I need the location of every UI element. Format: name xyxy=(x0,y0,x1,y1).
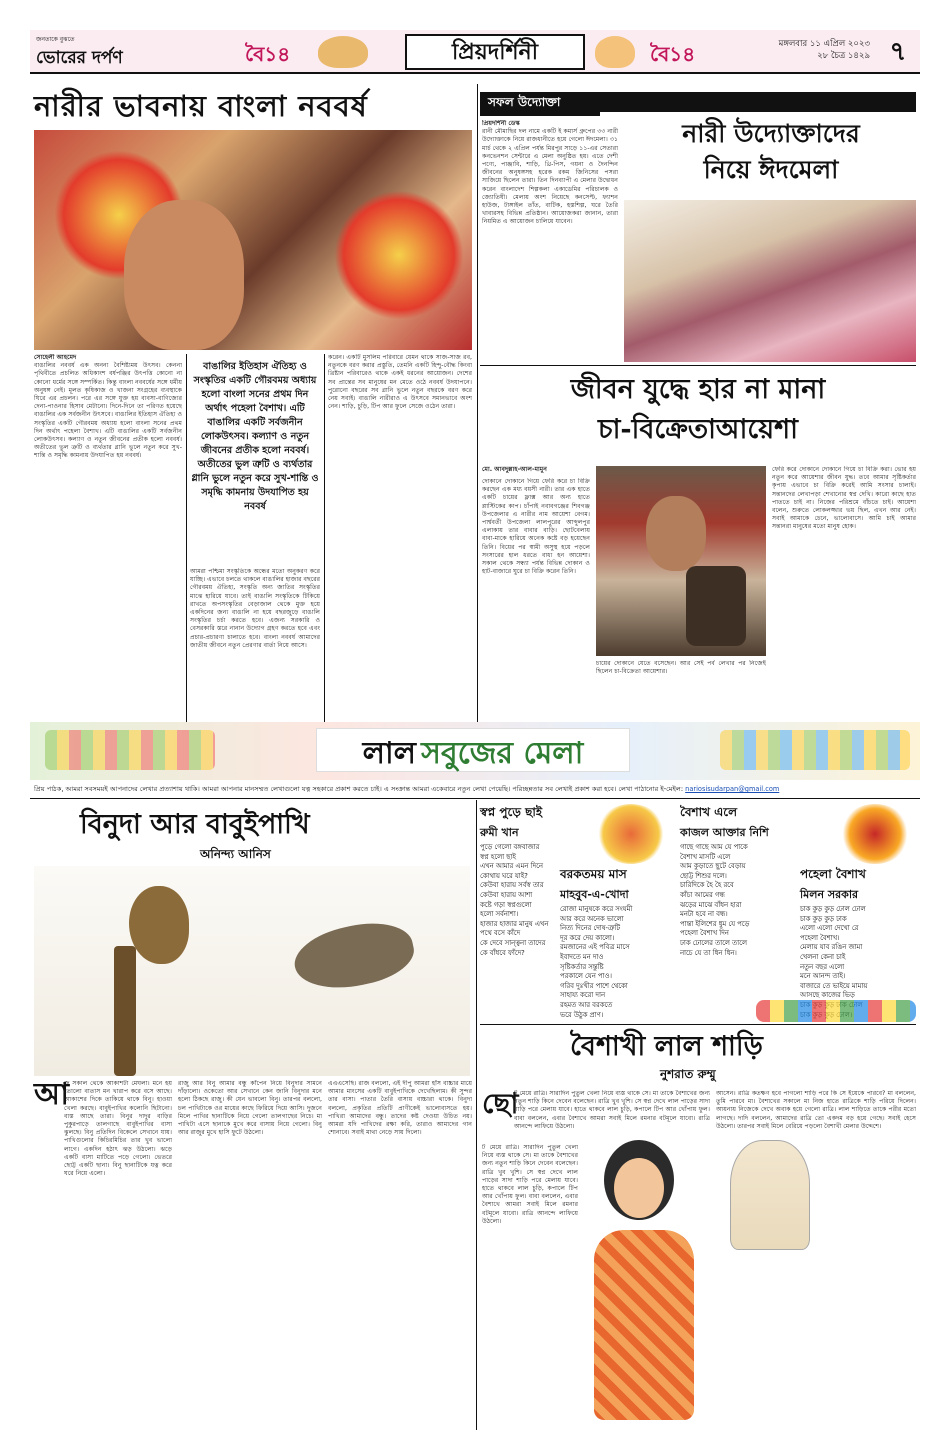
poem-2-poet: মাহবুব-এ-খোদা xyxy=(560,888,629,901)
poem-1-poet: রুমী খান xyxy=(480,826,519,839)
poem-line: বাজারে তে ভাইয়ে মামায় xyxy=(800,981,868,990)
mela-title-box[interactable] xyxy=(316,728,630,772)
poem-line: চারিদিকে হৈ হৈ রবে xyxy=(680,881,734,890)
brand-name: ভোরের দর্পণ xyxy=(36,48,123,68)
poem-1-title: স্বপ্ন পুড়ে ছাই xyxy=(480,805,543,819)
weaver-bird-icon xyxy=(129,886,189,964)
poem-2-title: বরকতময় মাস xyxy=(560,867,627,881)
poem-line: কোথায় ঘরে যাই? xyxy=(480,871,528,880)
poem-line: এলো এলো দেখো রে xyxy=(800,924,859,933)
poem-line: নতুন বছর এলো xyxy=(800,962,845,971)
lead-byline: সোহেলী আহমেদ xyxy=(34,354,77,361)
poem-line: নিত্য দিনের দোষ-ত্রুটি xyxy=(560,924,621,933)
fair-box-label: সফল উদ্যোক্তা xyxy=(480,92,600,116)
poem-line: গরিব দুঃখীর পাশে থেকো xyxy=(560,981,628,990)
poem-line: কেউবা হারায় সর্বস্ব তার xyxy=(480,881,544,890)
children-illustration-right xyxy=(720,730,910,770)
poem-line: পথে বসে কাঁদে xyxy=(480,929,521,938)
poem-line: ঢাক ঢোলের তালে তালে xyxy=(680,938,747,947)
poem-line: পান্তা ইলিশের ধুম যে পড়ে xyxy=(680,919,750,928)
poem-line: সৃষ্টিকর্তার সন্তুষ্টি xyxy=(560,962,604,971)
story-title[interactable]: বিনুদা আর বাবুইপাখি xyxy=(80,809,310,840)
column-rule xyxy=(324,354,325,764)
section-divider xyxy=(477,84,478,768)
clay-pot-icon xyxy=(596,804,666,864)
branch-icon xyxy=(114,946,136,1076)
saree-illustration xyxy=(584,1140,714,1428)
saree-title[interactable]: বৈশাখী লাল শাড়ি xyxy=(570,1031,763,1062)
fair-headline-line2: নিয়ে ঈদমেলা xyxy=(703,155,839,184)
mela-title-green: সবুজের মেলা xyxy=(421,736,584,771)
mela-notice-text: প্রিয় পাঠক, আমরা সবসময়ই আপনাদের লেখার প্রত্যাশায় থাকি। আমরা আপনার মানসম্মত লেখাগুলো যত্ন সহকারে প্রকাশ করতে চাই। এ সংক্রান্ত আমরা একেবারে নতুন লেখা পেয়েছি। পরিচ্ছন্নতার সব লেখাই প্রকাশ করা হবে। লেখা পাঠানোর ই-মেইল: xyxy=(34,785,684,793)
poem-line: খেলনা কেনা চাই xyxy=(800,952,846,961)
poem-line: বৈশাখ মাসটি এলে xyxy=(680,852,731,861)
poem-4-poet: মিলন সরকার xyxy=(800,888,859,901)
poem-line: রোজা মানুষকে করে সংযমী xyxy=(560,905,633,913)
poem-3 xyxy=(680,804,800,958)
poem-line: ইবাদতে মন দাও xyxy=(560,952,604,961)
saree-body-col1: ট মেয়ে রাত্রি। সারাদিন পুতুল খেলা নিয়ে ব্যস্ত থাকে সে। মা তাকে বৈশাখের জন্য নতুন শাড়ি কিনে দেবেন বলেছেন। রাত্রি খুব খুশি। সে স্বপ্ন দেখে লাল পাড়ের সাদা শাড়ি পরে মেলায় যাবে। হাতে থাকবে লাল চুড়ি, কপালে টিপ আর খোঁপায় ফুল। বাবা বললেন, এবার বৈশাখে আমরা সবাই মিলে রমনার বটমূলে যাবো। রাত্রি আনন্দে লাফিয়ে উঠলো। xyxy=(482,1144,578,1225)
header-decor-right: বৈ১৪ xyxy=(650,42,696,66)
section-divider xyxy=(480,365,916,366)
tea-flask-icon xyxy=(686,566,746,646)
section-divider xyxy=(30,798,920,799)
tea-byline: মো. আবদুল্লাহ-আল-মামুন xyxy=(482,466,547,473)
masthead-brand[interactable] xyxy=(36,34,123,73)
saree-dropcap: ছো xyxy=(482,1087,519,1120)
poem-line: আর করে অনেক ভালো xyxy=(560,914,624,923)
poem-line: আসছে কাজের ভিড় xyxy=(800,991,855,1000)
fair-headline[interactable] xyxy=(626,116,916,196)
tea-headline[interactable] xyxy=(480,370,916,450)
poem-line: গাছে গাছে আম যে পাকে xyxy=(680,843,748,851)
poem-4-title: পহেলা বৈশাখ xyxy=(800,867,866,881)
red-saree-dress xyxy=(594,1230,694,1420)
poem-line: মনে আনন্দ তাই। xyxy=(800,972,846,981)
tea-body-text: দোকানে দোকানে গিয়ে ফেরি করে চা বিক্রি করছেন এক মধ্য বয়সী নারী। তার এক হাতে একটি চায়ের ফ্লাক্স আর অন্য হাতে প্লাস্টিকের কাপ। চাঁপাই নবাবগঞ্জের শিবগঞ্জ উপজেলার এ নারীর নাম আয়েশা বেগম। পার্শ্ববর্তী উপজেলা লালপুরের আব্দুলপুর এলাকায় তার বাবার বাড়ি। ছোটবেলায় বাবা-মাকে হারিয়ে অনেক কষ্টে বড় হয়েছেন তিনি। বিয়ের পর স্বামী অসুস্থ হয়ে পড়লে সংসারের হাল ধরতে বাধ্য হন আয়েশা। সকাল থেকে সন্ধ্যা পর্যন্ত বিভিন্ন দোকান ও হাট-বাজারে ঘুরে চা বিক্রি করেন তিনি। xyxy=(482,478,590,576)
poem-line: পহেলা বৈশাখ দিন xyxy=(680,929,729,938)
mela-notice xyxy=(34,784,914,796)
tea-headline-line1: জীবন যুদ্ধে হার না মানা xyxy=(570,374,826,405)
poem-line: পরকালে যেন পাও। xyxy=(560,972,612,981)
poem-line: এখন আমার এমন দিনে xyxy=(480,862,543,871)
story-body-col3: এএএসেছি। রাজ বললো, এই দীপু আমরা হাঁস বাচ্চার মায়ে আমার মাংসের একটি বাবুইপাখিকে দেখেছিলাম। কী সুন্দর তার বাসা। পাতার তৈরি বাসায় বাচ্চারা থাকে। বিনুদা বললো, প্রকৃতির প্রতিটি প্রাণীকেই ভালোবাসতে হয়। পাখিরা আমাদের বন্ধু। তাদের কষ্ট দেওয়া উচিত নয়। আমরা যদি পাখিদের রক্ষা করি, তারাও আমাদের গান শোনাবে। সবাই মাথা নেড়ে সায় দিলো। xyxy=(328,1080,472,1137)
fair-headline-line1: নারী উদ্যোক্তাদের xyxy=(682,119,860,148)
lead-body-text: বাঙালির নববর্ষ এক অনন্য বৈশিষ্ট্যময় উৎসব। কেননা পৃথিবীতে প্রচলিত অধিকাংশ বর্ষপঞ্জির উৎপত্তি কোনো না কোনো ধর্মের সঙ্গে সম্পর্কিত। কিন্তু বাংলা নববর্ষের সঙ্গে ধর্মীয় অনুষঙ্গ নেই। মূলত কৃষিকাজ ও খাজনা সংগ্রহের ব্যবস্থাকে ঘিরে এর প্রচলন। পরে এর সঙ্গে যুক্ত হয় ব্যবসা-বাণিজ্যের দেনা-পাওনার হিসাব মেটানো। দিনে-দিনে তা পরিণত হয়েছে বাঙালির এক সর্বজনীন উৎসবে। বাঙালির ইতিহাস ঐতিহ্য ও সংস্কৃতির একটি গৌরবময় অধ্যায় হলো বাংলা সনের প্রথম দিন অর্থাৎ পহেলা বৈশাখ। এটি বাঙালির একটি সর্বজনীন লোকউৎসব। কল্যাণ ও নতুন জীবনের প্রতীক হলো নববর্ষ। অতীতের ভুল ত্রুটি ও ব্যর্থতার গ্লানি ভুলে নতুন করে সুখ-শান্তি ও সমৃদ্ধি কামনায় উদযাপিত হয় নববর্ষ। xyxy=(34,362,182,460)
lead-body-col1 xyxy=(34,354,182,766)
poem-line: ঝড়ের মাঝে বাঁধন হারা xyxy=(680,900,742,909)
poem-line: মনটা হবে না বন্ধ। xyxy=(680,910,728,919)
story-body-col2: রাজু আর বিনু আমার বন্ধু কাঁপেন নিয়ে বিনুদার সামনে দাঁড়ালো। ওকেতো আর সেখানে কেন জানি বিনুদার মনে হলো ঠিকছে রাজু। কী যেন ভাবলো বিনু। তারপর বললো, চল পাখিটাকে ওর মায়ের কাছে ফিরিয়ে দিয়ে আসি। দুজনে মিলে পাখির ছানাটিকে নিয়ে গেলো তালগাছের নিচে। মা পাখিটা এসে ছানাকে মুখে করে বাসায় নিয়ে গেলো। বিনু আর রাজুর মুখে হাসি ফুটে উঠলো। xyxy=(178,1080,322,1137)
fair-body-text: রানী মৌমাছির দল নামে একটি ই কমার্স গ্রুপের ৩৩ নারী উদ্যোক্তাকে নিয়ে রাজধানীতে হয়ে গেলো ঈদমেলা। ৩১ মার্চ থেকে ২ এপ্রিল পর্যন্ত মিরপুর সাড়ে ১১-এর সেতারা কনভেনশন সেন্টারে এ মেলা অনুষ্ঠিত হয়। এতে দেশী পণ্যে, পাঞ্জাবি, শাড়ি, থ্রি-পিস, গয়না ও দৈনন্দিন জীবনের অনুষঙ্গসহ হরেক রকম জিনিসের পসরা সাজিয়ে ছিলেন তারা। তিন দিনব্যাপী এ মেলার উদ্বোধন করেন বাংলাদেশ শিল্পকলা একাডেমির পরিচালক ও জ্যোতিষী। মেলায় অংশ নিয়েছে কনসেপ্ট, ফ্যাশন হাউজ, টাঙ্গাইল তাঁত, বাটিক, হস্তশিল্প, ঘরে তৈরি খাবারসহ বিভিন্ন প্রতিষ্ঠান। আয়োজকরা জানান, তারা নিয়মিত এ আয়োজন চালিয়ে যাবেন। xyxy=(482,128,618,226)
story-author: অনিন্দ্য আনিস xyxy=(200,847,271,861)
folk-motif-strip xyxy=(756,1000,916,1022)
poem-line: সাহায্য করো দান xyxy=(560,991,606,1000)
poem-2 xyxy=(560,866,676,1020)
date-gregorian: মঙ্গলবার ১১ এপ্রিল ২০২৩ xyxy=(778,39,870,49)
poem-line: রহমত আর বরকতে xyxy=(560,1000,613,1009)
saree-body-intro: ট মেয়ে রাত্রি। সারাদিন পুতুল খেলা নিয়ে ব্যস্ত থাকে সে। মা তাকে বৈশাখের জন্য নতুন শাড়ি কিনে দেবেন বলেছেন। রাত্রি খুব খুশি। সে স্বপ্ন দেখে লাল পাড়ের সাদা শাড়ি পরে মেলায় যাবে। হাতে থাকবে লাল চুড়ি, কপালে টিপ আর খোঁপায় ফুল। বাবা বললেন, এবার বৈশাখে আমরা সবাই মিলে রমনার বটমূলে যাবো। রাত্রি আনন্দে লাফিয়ে উঠলো। xyxy=(514,1090,710,1130)
poem-line: আম কুড়াতে ছুটে বেড়ায় xyxy=(680,862,746,871)
man-illustration xyxy=(730,1140,810,1250)
poem-line: কেউবা হারায় আশা xyxy=(480,890,533,899)
lead-photo xyxy=(34,130,472,350)
girl-face xyxy=(614,1158,664,1218)
section-divider xyxy=(480,1024,916,1025)
story-dropcap: আ xyxy=(34,1077,69,1112)
lead-headline[interactable]: নারীর ভাবনায় বাংলা নববর্ষ xyxy=(34,89,368,123)
poem-2-body xyxy=(560,905,676,1020)
poem-line: মেলায় যাব রঙিন জামা xyxy=(800,943,863,952)
date-bengali: ২৮ চৈত্র ১৪২৯ xyxy=(817,51,870,61)
woman-face xyxy=(646,496,706,571)
woman-illustration-left xyxy=(318,36,368,68)
mask-icon xyxy=(840,804,910,864)
poem-line: কে দেবে সান্ত্বনা তাদের xyxy=(480,938,546,947)
poem-line: কে বাঁধবে ফাঁদে? xyxy=(480,948,525,957)
flying-sparrow-icon xyxy=(289,914,419,998)
lead-pullquote: বাঙালির ইতিহাস ঐতিহ্য ও সংস্কৃতির একটি গৌরবময় অধ্যায় হলো বাংলা সনের প্রথম দিন অর্থাৎ পহেলা বৈশাখ। এটি বাঙালির একটি সর্বজনীন লোকউৎসব। কল্যাণ ও নতুন জীবনের প্রতীক হলো নববর্ষ। অতীতের ভুল ত্রুটি ও ব্যর্থতার গ্লানি ভুলে নতুন করে সুখ-শান্তি ও সমৃদ্ধি কামনায় উদযাপিত হয় নববর্ষ xyxy=(191,361,319,512)
saree-body-col2: আসেন। রাত্রি কতক্ষণ হবে পাগলো শাড়ি পরে কি সে ইয়েকে পারবে? মা বললেন, তুমি পারবে মা। বৈশাখের সকালে মা নিজ হাতে রাত্রিকে শাড়ি পরিয়ে দিলেন। আয়নায় নিজেকে দেখে অবাক হয়ে গেলো রাত্রি। লাল শাড়িতে তাকে পরীর মতো লাগছে। দাদি বললেন, আমাদের রাত্রি তো একদম বড় হয়ে গেছে। সবাই হেসে উঠলো। তারপর সবাই মিলে বেরিয়ে পড়লো বৈশাখী মেলার উদ্দেশে। xyxy=(716,1090,916,1130)
poem-line: হাজার হাজার মানুষ এখন xyxy=(480,919,549,928)
poem-3-poet: কাজল আক্তার নিশি xyxy=(680,826,769,839)
fair-desk: প্রিয়দর্শিনী ডেস্ক xyxy=(482,120,520,127)
mela-email-link[interactable]: nariosisudarpan@gmail.com xyxy=(685,785,780,793)
poem-line: চাক কুড় কুড় ঢাক xyxy=(800,914,847,923)
mela-title-black: লাল xyxy=(362,736,417,771)
girl-face xyxy=(124,200,244,350)
poem-line: নাচে যে তা ধিন ধিন। xyxy=(680,948,737,957)
tea-body-col3: ফেরি করে দোকানে দোকানে গিয়ে চা বিক্রি করা। ভোর হয় নতুন করে আয়েশার জীবন যুদ্ধ। তবে আমার সৃষ্টিকর্তার কৃপায় এভাবে চা বিক্রি করেই আমি সংসার চালাই। সন্তানদের লেখাপড়া শেখানোর স্বপ্ন দেখি। কারো কাছে হাত পাততে চাই না। নিজের পরিশ্রমে বাঁচতে চাই। আয়েশা বলেন, শুরুতে লোকলজ্জার ভয় ছিল, এখন আর নেই। সবাই আমাকে চেনে, ভালোবাসে। আমি চাই আমার সন্তানরা মানুষের মতো মানুষ হোক। xyxy=(772,466,916,531)
poem-line: পুড়ে গেলো বঙ্গবাজার xyxy=(480,843,540,851)
section-divider xyxy=(476,800,477,1430)
poem-line: স্বপ্ন হলো ছাই xyxy=(480,852,516,861)
woman-illustration-right xyxy=(595,36,635,68)
poem-line: কাঁচা আমের গন্ধ xyxy=(680,890,725,899)
poem-line: ভরে উঠুক প্রাণ। xyxy=(560,1010,604,1019)
flower-ornament-icon xyxy=(334,190,464,320)
section-title: প্রিয়দর্শিনী xyxy=(405,34,585,70)
poem-line: ছোট্ট শিশুর দলে। xyxy=(680,871,727,880)
tea-headline-line2: চা-বিক্রেতাআয়েশা xyxy=(598,414,798,445)
story-illustration xyxy=(34,866,470,1076)
saree-author: নুশরাত রুম্মু xyxy=(660,1067,716,1081)
story-body-col1: জ সকাল থেকে আকাশটা মেঘলা। মনে হয় তোলো বাতাস মন খারাপ করে বসে আছে। আকাশের দিকে তাকিয়ে থাকে বিনু। হাওয়া খেলা করছে। বাবুইপাখির কলোনি ছিটানো। ব্যস্ত আছে তারা। বিনুর দাদুর বাড়ির পুকুরপাড়ে তালগাছে বাবুইপাখির বাসা ঝুলছে। বিনু প্রতিদিন বিকেলে সেখানে যায়। পাখিগুলোর কিচিরমিচির তার খুব ভালো লাগে। একদিন হঠাৎ ঝড় উঠলো। ঝড়ে একটি বাসা মাটিতে পড়ে গেলো। ভেতরে ছোট্ট একটি ছানা। বিনু ছানাটিকে যত্ন করে ঘরে নিয়ে এলো। xyxy=(64,1080,172,1178)
poem-line: হলো সর্বনাশা। xyxy=(480,910,519,919)
fair-box-bar xyxy=(600,92,916,112)
header-decor-left: বৈ১৪ xyxy=(245,42,291,66)
poem-line: দূর করে দেয় কালো। xyxy=(560,933,615,942)
brand-tagline: জনতাকে বুঝতে xyxy=(36,36,75,43)
tea-photo xyxy=(596,466,766,656)
fair-body xyxy=(482,120,618,360)
poem-line: কষ্টে গড়া স্বপ্নগুলো xyxy=(480,900,532,909)
poem-4 xyxy=(800,866,916,1020)
poem-line: রমজানের এই পবিত্র মাসে xyxy=(560,943,630,952)
poem-line: চাক কুড় কুড় ঢোল ঢোল xyxy=(800,905,866,913)
lead-body-col2: আমরা পশ্চিমা সংস্কৃতিকে অন্ধের মতো অনুকরণ করে যাচ্ছি। এভাবে চলতে থাকলে বাঙালির হাজার বছরের গৌরবময় ঐতিহ্য, সংস্কৃতি অন্য জাতির সংস্কৃতির মাঝে হারিয়ে যাবে। তাই বাঙালি সংস্কৃতিকে টিকিয়ে রাখতে অপসংস্কৃতির বেড়াজাল থেকে মুক্ত হয়ে একদিনের জন্য বাঙালি না হয়ে বছরজুড়ে বাঙালি সংস্কৃতির চর্চা করতে হবে। এজন্য সরকারি ও বেসরকারি স্তরে নানান উদ্যোগ গ্রহণ করতে হবে এবং প্রচার-প্রচারণা চালাতে হবে। বাংলা নববর্ষ আমাদের জাতীয় জীবনে নতুন প্রেরণার বার্তা নিয়ে আসে। xyxy=(190,568,320,649)
poem-3-body xyxy=(680,843,800,958)
fair-photo xyxy=(624,200,916,362)
issue-date xyxy=(770,38,870,62)
poem-line: পহেলা বৈশাখ। xyxy=(800,933,840,942)
column-rule xyxy=(186,354,187,764)
children-illustration-left xyxy=(45,730,215,770)
poem-3-title: বৈশাখ এলে xyxy=(680,805,738,819)
page-number: ৭ xyxy=(889,37,907,67)
lead-body-col3: করেন। একটি মুসলিম পরিবারে যেমন থাকে সাজ-সাজ রব, নতুনকে বরণ করার প্রস্তুতি, তেমনি একটি হিন্দু-বৌদ্ধ কিংবা খ্রিষ্টান পরিবারেও থাকে একই ধরনের আয়োজন। দেশের সব প্রান্তের সব মানুষের মন মেতে ওঠে নববর্ষ উদযাপনে। পুরোনো বছরের সব গ্লানি ভুলে নতুন বছরকে বরণ করে নেয় সবাই। বাঙালি নারীরাও এ উৎসবে সমানভাবে অংশ নেন। শাড়ি, চুড়ি, টিপ আর ফুলে সেজে ওঠেন তারা। xyxy=(328,354,472,411)
tea-caption: চায়ের দোকানে যেতে বসেছেন। আর সেই পর্ব লেখার পর নিজেই ছিলেন চা-বিক্রেতা আয়েশার। xyxy=(596,660,766,676)
